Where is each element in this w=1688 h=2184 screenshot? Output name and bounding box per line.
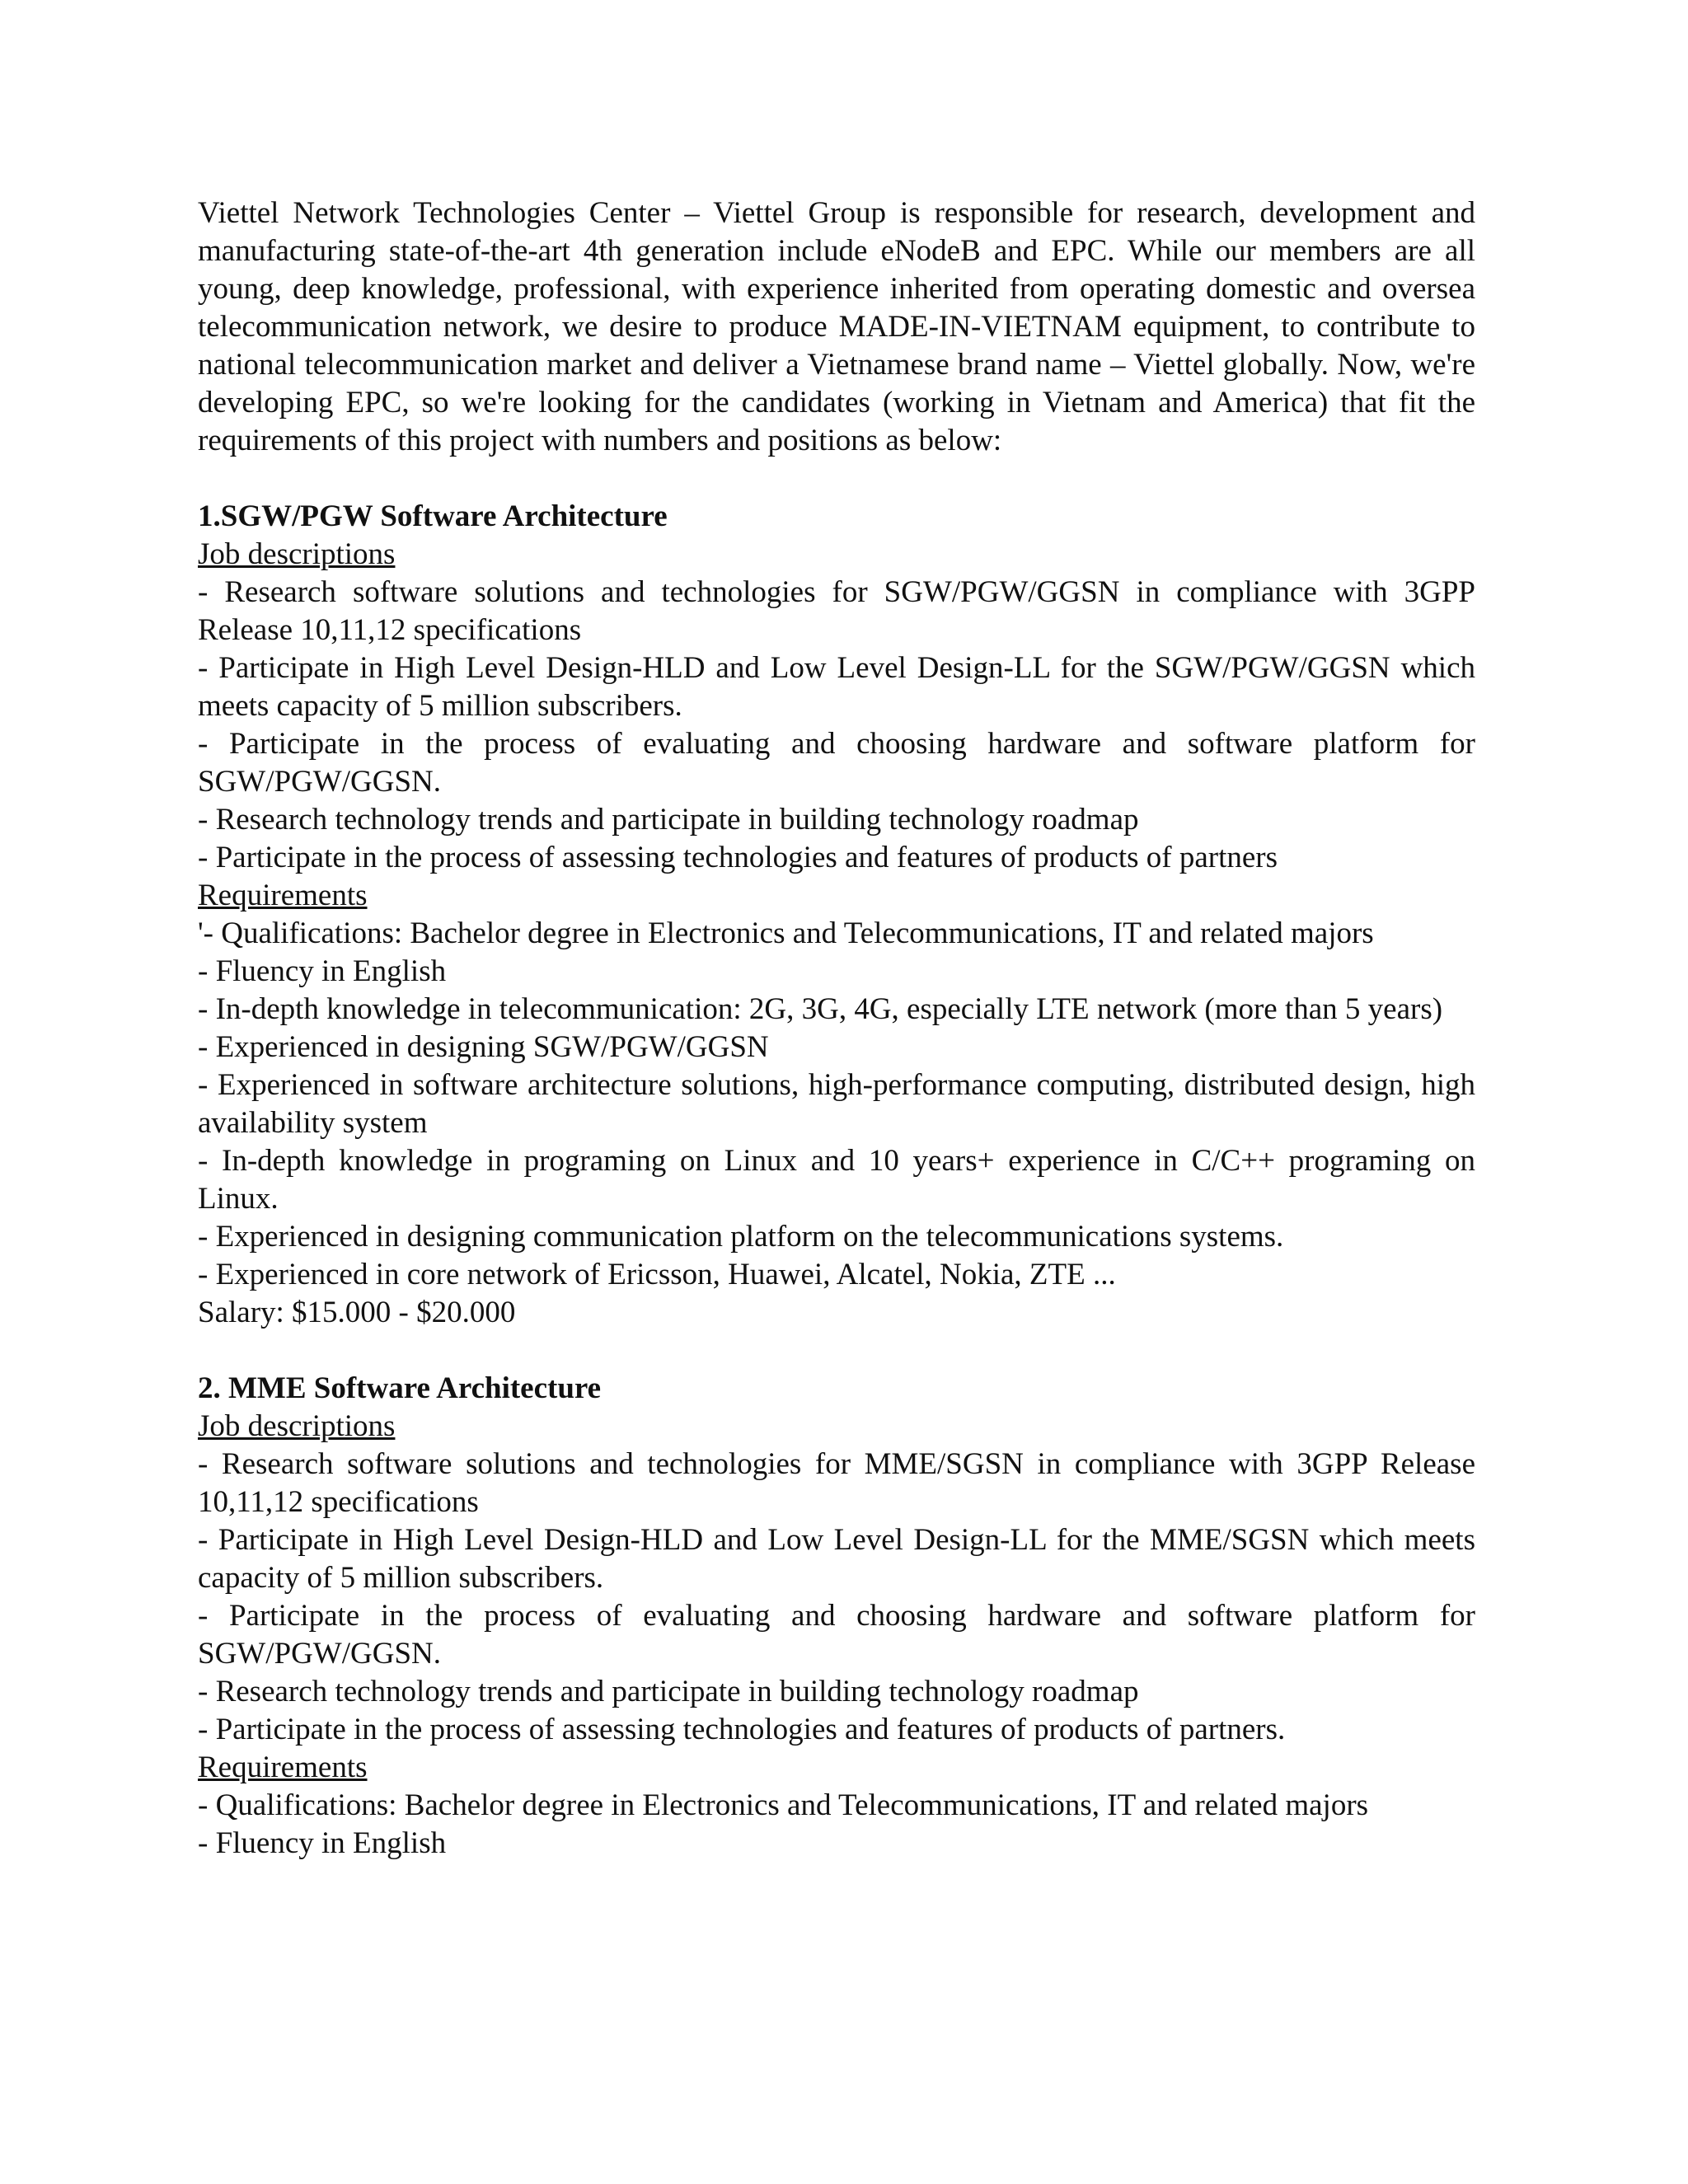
list-item: '- Qualifications: Bachelor degree in Electronics and Telecommunications, IT and related majors xyxy=(198,916,1374,950)
list-item: - Experienced in designing SGW/PGW/GGSN xyxy=(198,1030,769,1064)
section-title: 1.SGW/PGW Software Architecture xyxy=(198,499,668,533)
section-mme xyxy=(198,1370,1475,1863)
list-item: - Research technology trends and participate in building technology roadmap xyxy=(198,803,1139,837)
section-sgw-pgw xyxy=(198,498,1475,1332)
list-item: - Participate in the process of assessing technologies and features of products of partners. xyxy=(198,1713,1286,1746)
list-item: - Fluency in English xyxy=(198,954,447,988)
list-item: - Experienced in software architecture solutions, high-performance computing, distributed design, high availability system xyxy=(198,1068,1475,1140)
list-item: - In-depth knowledge in telecommunication: 2G, 3G, 4G, especially LTE network (more than 5 years) xyxy=(198,992,1443,1026)
salary-line: Salary: $15.000 - $20.000 xyxy=(198,1296,516,1329)
list-item: - Participate in High Level Design-HLD and Low Level Design-LL for the MME/SGSN which meets capacity of 5 million subscribers. xyxy=(198,1523,1475,1595)
job-descriptions-list xyxy=(198,574,1475,877)
list-item: - Research technology trends and participate in building technology roadmap xyxy=(198,1675,1139,1708)
requirements-heading: Requirements xyxy=(198,879,368,912)
list-item: - Research software solutions and technologies for SGW/PGW/GGSN in compliance with 3GPP Release 10,11,12 specifications xyxy=(198,575,1475,647)
section-title: 2. MME Software Architecture xyxy=(198,1371,602,1405)
list-item: - Participate in the process of evaluating and choosing hardware and software platform for SGW/PGW/GGSN. xyxy=(198,727,1475,799)
list-item: - Qualifications: Bachelor degree in Electronics and Telecommunications, IT and related majors xyxy=(198,1788,1369,1822)
list-item: - Experienced in core network of Ericsson, Huawei, Alcatel, Nokia, ZTE ... xyxy=(198,1258,1116,1291)
job-descriptions-list xyxy=(198,1446,1475,1749)
list-item: - Participate in the process of assessing technologies and features of products of partners xyxy=(198,841,1278,874)
list-item: - In-depth knowledge in programing on Linux and 10 years+ experience in C/C++ programing on Linux. xyxy=(198,1144,1475,1216)
list-item: - Participate in the process of evaluating and choosing hardware and software platform for SGW/PGW/GGSN. xyxy=(198,1599,1475,1671)
list-item: - Research software solutions and technologies for MME/SGSN in compliance with 3GPP Release 10,11,12 specifications xyxy=(198,1447,1475,1519)
intro-paragraph: Viettel Network Technologies Center – Viettel Group is responsible for research, development and manufacturing state-of-the-art 4th generation include eNodeB and EPC. While our members are all young, deep knowledge, professional, with experience inherited from operating domestic and oversea telecommunication network, we desire to produce MADE-IN-VIETNAM equipment, to contribute to national telecommunication market and deliver a Vietnamese brand name – Viettel globally. Now, we're developing EPC, so we're looking for the candidates (working in Vietnam and America) that fit the requirements of this project with numbers and positions as below: xyxy=(198,196,1475,457)
requirements-heading: Requirements xyxy=(198,1750,368,1784)
requirements-list xyxy=(198,915,1475,1294)
list-item: - Participate in High Level Design-HLD and Low Level Design-LL for the SGW/PGW/GGSN which meets capacity of 5 million subscribers. xyxy=(198,651,1475,723)
document-body xyxy=(198,194,1475,1863)
list-item: - Experienced in designing communication platform on the telecommunications systems. xyxy=(198,1220,1284,1254)
job-descriptions-heading: Job descriptions xyxy=(198,537,396,571)
requirements-list xyxy=(198,1787,1475,1863)
job-descriptions-heading: Job descriptions xyxy=(198,1409,396,1443)
list-item: - Fluency in English xyxy=(198,1826,447,1860)
